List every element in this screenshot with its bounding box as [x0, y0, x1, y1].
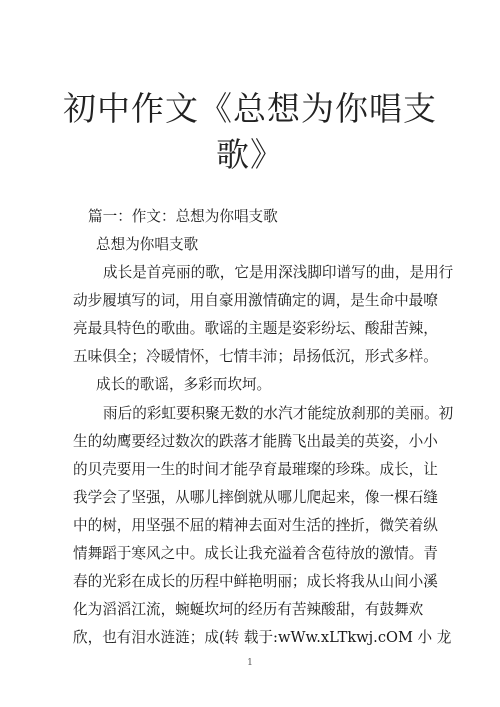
body-line: 欣，也有泪水涟涟；成(转 载于:wWw.xLTkwj.cOM 小 龙 [73, 629, 452, 646]
body-line: 我学会了坚强，从哪儿摔倒就从哪儿爬起来，像一棵石缝 [73, 489, 438, 506]
body-line: 化为滔滔江流，蜿蜒坎坷的经历有苦辣酸甜，有鼓舞欢 [73, 601, 424, 618]
body-line: 成长的歌谣，多彩而坎坷。 [96, 376, 272, 393]
essay-title: 总想为你唱支歌 [96, 236, 199, 253]
body-line: 成长是首亮丽的歌，它是用深浅脚印谱写的曲，是用行 [103, 264, 454, 281]
section-heading: 篇一：作文：总想为你唱支歌 [88, 208, 278, 225]
body-line: 的贝壳要用一生的时间才能孕育最璀璨的珍珠。成长，让 [73, 461, 438, 478]
body-line: 生的幼鹰要经过数次的跌落才能腾飞出最美的英姿，小小 [73, 433, 438, 450]
body-line: 春的光彩在成长的历程中鲜艳明丽；成长将我从山间小溪 [73, 573, 438, 590]
body-line: 亮最具特色的歌曲。歌谣的主题是姿彩纷坛、酸甜苦辣， [73, 320, 438, 337]
body-line: 雨后的彩虹要积聚无数的水汽才能绽放刹那的美丽。初 [103, 405, 454, 422]
document-title-line-2: 歌》 [216, 135, 284, 174]
page-number: 1 [247, 658, 253, 668]
body-line: 情舞蹈于寒风之中。成长让我充溢着含苞待放的激情。青 [73, 545, 438, 562]
document-title-line-1: 初中作文《总想为你唱支 [63, 89, 437, 128]
body-line: 五味俱全；冷暖情怀，七情丰沛；昂扬低沉，形式多样。 [73, 348, 438, 365]
body-line: 中的树，用坚强不屈的精神去面对生活的挫折，微笑着纵 [73, 517, 438, 534]
body-line: 动步履填写的词，用自豪用激情确定的调，是生命中最嘹 [73, 292, 438, 309]
